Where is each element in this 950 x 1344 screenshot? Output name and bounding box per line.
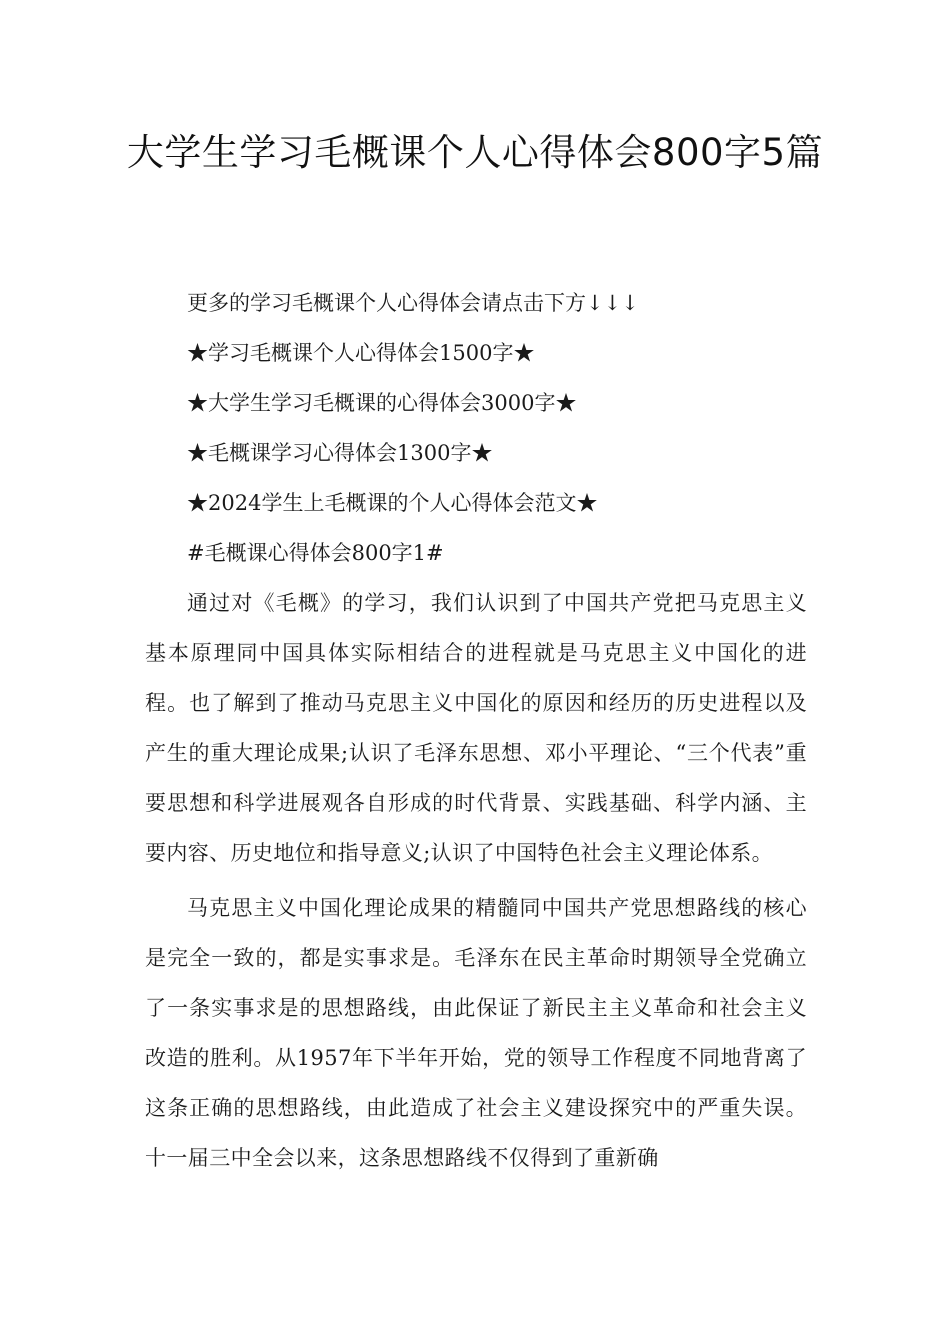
related-link-3[interactable]: ★毛概课学习心得体会1300字★ bbox=[187, 441, 493, 465]
paragraph-1: 通过对《毛概》的学习，我们认识到了中国共产党把马克思主义基本原理同中国具体实际相结合的进程就是马克思主义中国化的进程。也了解到了推动马克思主义中国化的原因和经历的历史进程以及产生的重大理论成果;认识了毛泽东思想、邓小平理论、“三个代表”重要思想和科学进展观各自形成的时代背景、实践基础、科学内涵、主要内容、历史地位和指导意义;认识了中国特色社会主义理论体系。 bbox=[145, 591, 807, 865]
related-link-4[interactable]: ★2024学生上毛概课的个人心得体会范文★ bbox=[187, 491, 598, 515]
section-heading: #毛概课心得体会800字1# bbox=[187, 541, 444, 565]
paragraph-2: 马克思主义中国化理论成果的精髓同中国共产党思想路线的核心是完全一致的，都是实事求是。毛泽东在民主革命时期领导全党确立了一条实事求是的思想路线，由此保证了新民主主义革命和社会主义改造的胜利。从1957年下半年开始，党的领导工作程度不同地背离了这条正确的思想路线，由此造成了社会主义建设探究中的严重失误。十一届三中全会以来，这条思想路线不仅得到了重新确 bbox=[145, 896, 807, 1170]
intro-text: 更多的学习毛概课个人心得体会请点击下方↓↓↓ bbox=[187, 291, 639, 315]
document-body bbox=[145, 278, 807, 1188]
related-link-1[interactable]: ★学习毛概课个人心得体会1500字★ bbox=[187, 341, 535, 365]
related-link-2[interactable]: ★大学生学习毛概课的心得体会3000字★ bbox=[187, 391, 577, 415]
document-title: 大学生学习毛概课个人心得体会800字5篇 bbox=[126, 131, 824, 174]
